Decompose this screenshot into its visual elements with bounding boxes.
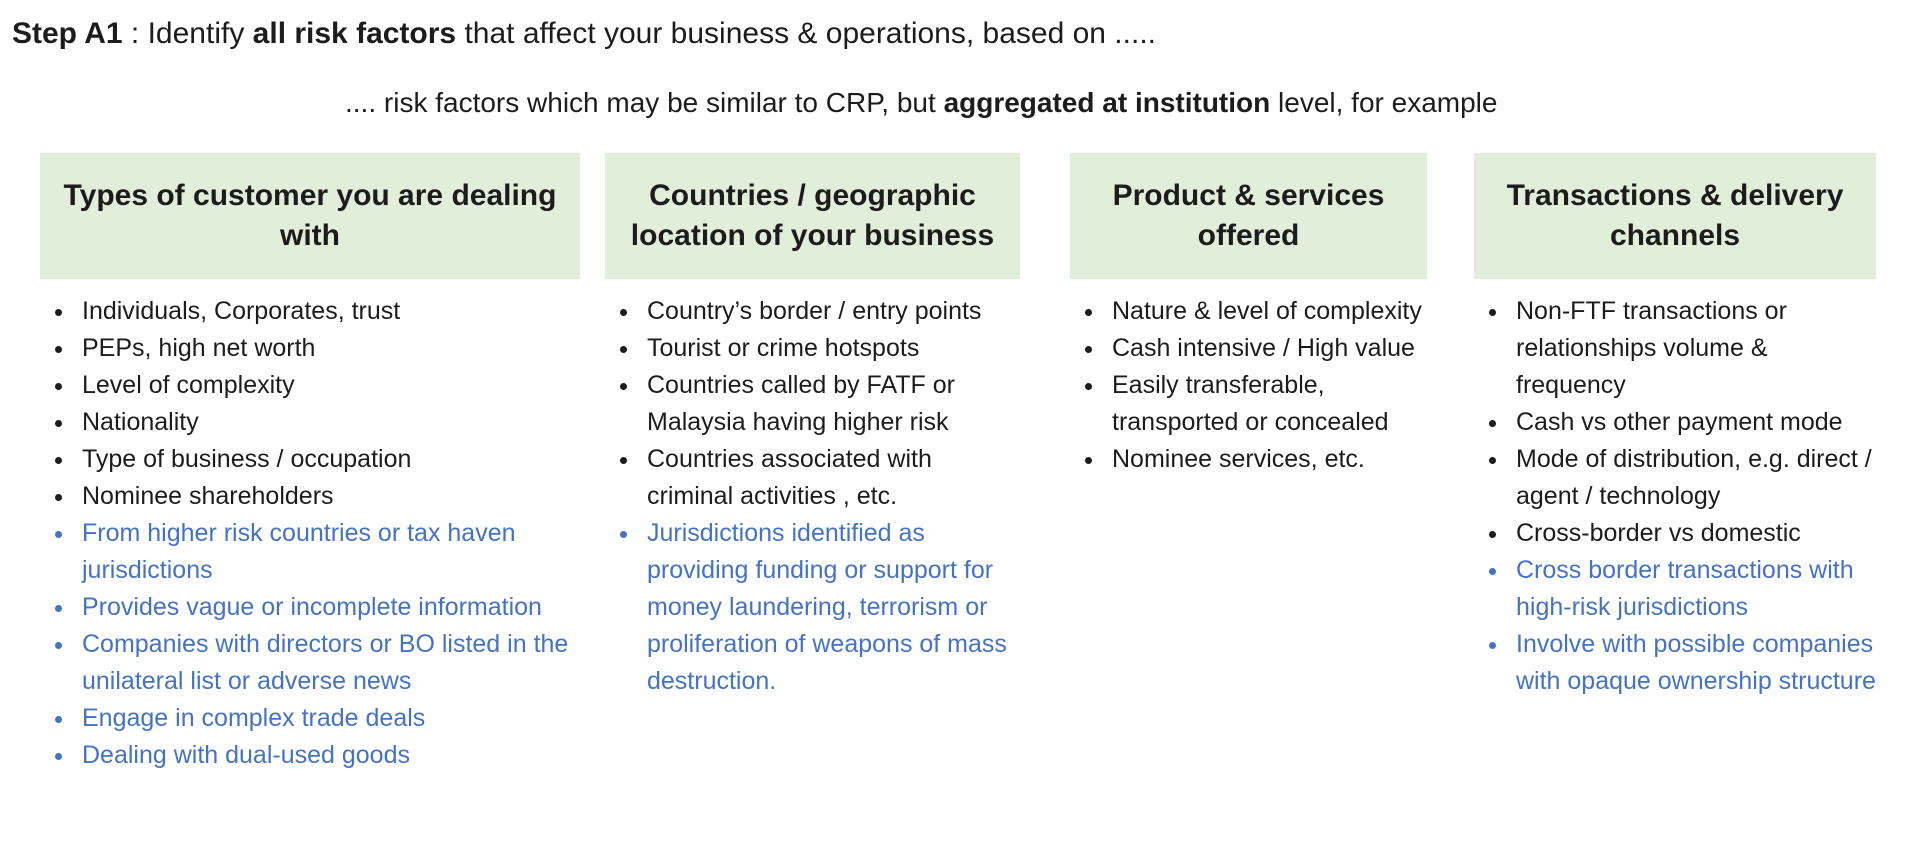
bullet-item: • Countries called by FATF or Malaysia having higher risk [641,367,1020,441]
page-title [12,14,1156,54]
bullet-item-highlighted: • Dealing with dual-used goods [76,737,580,774]
bullet-item-highlighted: • Provides vague or incomplete information [76,589,580,626]
bullet-item: • Nature & level of complexity [1106,293,1427,330]
column-transactions [1474,153,1876,700]
title-segment: that affect your business & operations, based on ..... [456,17,1156,50]
bullet-item: • PEPs, high net worth [76,330,580,367]
bullet-item-highlighted: • Cross border transactions with high-risk jurisdictions [1510,552,1876,626]
bullet-list-transactions [1474,293,1876,700]
title-segment: : Identify [122,17,253,50]
subtitle-segment: .... risk factors which may be similar to CRP, but [345,87,944,118]
bullet-list-countries [605,293,1020,700]
bullet-item: • Level of complexity [76,367,580,404]
bullet-item: • Cross-border vs domestic [1510,515,1876,552]
bullet-item: • Easily transferable, transported or concealed [1106,367,1427,441]
bullet-item: • Tourist or crime hotspots [641,330,1020,367]
column-header-countries: Countries / geographic location of your business [605,153,1020,279]
column-countries [605,153,1020,700]
bullet-item-highlighted: • Jurisdictions identified as providing funding or support for money laundering, terrorism or proliferation of weapons of mass destruction. [641,515,1020,700]
bullet-item-highlighted: • From higher risk countries or tax haven jurisdictions [76,515,580,589]
title-segment: all risk factors [252,17,457,50]
bullet-item-highlighted: • Engage in complex trade deals [76,700,580,737]
column-header-products: Product & services offered [1070,153,1427,279]
bullet-item: • Country’s border / entry points [641,293,1020,330]
subtitle-segment: aggregated at institution [943,87,1271,118]
bullet-item: • Type of business / occupation [76,441,580,478]
title-segment: Step A1 [12,17,123,50]
column-header-customer-types: Types of customer you are dealing with [40,153,580,279]
bullet-item: • Cash intensive / High value [1106,330,1427,367]
bullet-list-customer-types [40,293,580,774]
bullet-item-highlighted: • Involve with possible companies with opaque ownership structure [1510,626,1876,700]
bullet-item: • Nominee services, etc. [1106,441,1427,478]
subtitle-segment: level, for example [1270,87,1498,118]
bullet-list-products [1070,293,1427,478]
bullet-item-highlighted: • Companies with directors or BO listed in the unilateral list or adverse news [76,626,580,700]
bullet-item: • Individuals, Corporates, trust [76,293,580,330]
bullet-item: • Mode of distribution, e.g. direct / agent / technology [1510,441,1876,515]
column-products [1070,153,1427,478]
bullet-item: • Non-FTF transactions or relationships volume & frequency [1510,293,1876,404]
column-customer-types [40,153,580,774]
bullet-item: • Nationality [76,404,580,441]
bullet-item: • Countries associated with criminal activities , etc. [641,441,1020,515]
bullet-item: • Cash vs other payment mode [1510,404,1876,441]
column-header-transactions: Transactions & delivery channels [1474,153,1876,279]
bullet-item: • Nominee shareholders [76,478,580,515]
subtitle [345,84,1497,122]
